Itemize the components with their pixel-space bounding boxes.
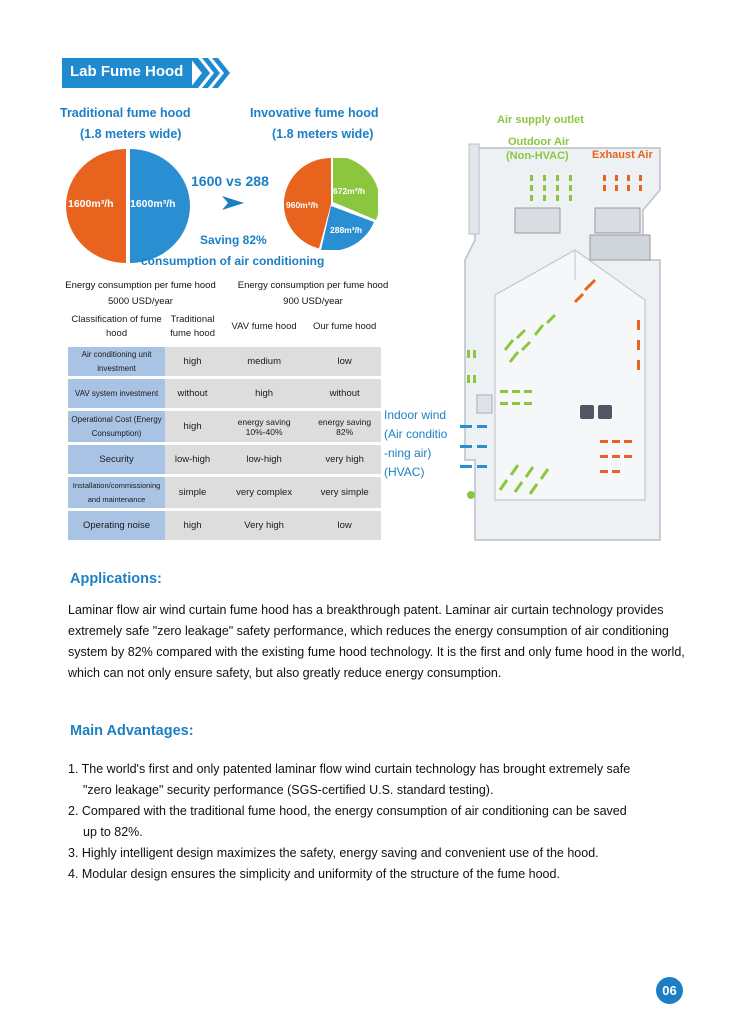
table-cell: low bbox=[308, 508, 381, 540]
table-cell: very simple bbox=[308, 474, 381, 508]
energy-innovative-label: Energy consumption per fume hood bbox=[237, 280, 389, 291]
applications-heading: Applications: bbox=[70, 571, 162, 587]
banner-title: Lab Fume Hood bbox=[70, 63, 184, 80]
table-cell: high bbox=[165, 344, 220, 376]
page-number: 06 bbox=[656, 977, 683, 1004]
advantages-heading: Main Advantages: bbox=[70, 723, 194, 739]
table-cell: without bbox=[165, 376, 220, 408]
table-header: VAV fume hood bbox=[220, 310, 308, 344]
table-header-row bbox=[68, 310, 381, 344]
row-label: VAV system investment bbox=[68, 376, 165, 408]
table-cell: low-high bbox=[220, 442, 308, 474]
energy-traditional-value: 5000 USD/year bbox=[108, 296, 173, 307]
traditional-right-label: 1600m³/h bbox=[130, 198, 176, 210]
table-cell: low bbox=[308, 344, 381, 376]
indoor-wind-line: Indoor wind bbox=[384, 408, 447, 422]
air-supply-label: Air supply outlet bbox=[497, 114, 584, 126]
banner-stripes-icon bbox=[190, 58, 230, 88]
exhaust-air-label: Exhaust Air bbox=[592, 149, 653, 161]
consumption-text: consumption of air conditioning bbox=[141, 254, 325, 268]
table-cell: energy saving 10%-40% bbox=[220, 408, 308, 442]
traditional-left-label: 1600m³/h bbox=[68, 198, 114, 210]
applications-text: Laminar flow air wind curtain fume hood has a breakthrough patent. Laminar air curtain technology provides extremely safe "zero leakage" safety performance, which reduces the energy consumption of air conditioning system by 82% compared with the existing fume hood technology. It is the first and only fume hood in the world, which can not only ensure safety, but also greatly reduce energy consumption. bbox=[68, 603, 685, 680]
fan-right bbox=[595, 208, 640, 233]
row-label: Air conditioning unit investment bbox=[68, 344, 165, 376]
advantages-list bbox=[68, 759, 693, 885]
table-cell: Very high bbox=[220, 508, 308, 540]
table-cell: without bbox=[308, 376, 381, 408]
fan-left bbox=[515, 208, 560, 233]
row-label: Operating noise bbox=[68, 508, 165, 540]
indoor-wind-line: (HVAC) bbox=[384, 465, 425, 479]
list-item: 4. Modular design ensures the simplicity and uniformity of the structure of the fume hood. bbox=[68, 867, 560, 881]
list-item: "zero leakage" security performance (SGS-certified U.S. standard testing). bbox=[83, 783, 494, 797]
table-row bbox=[68, 474, 381, 508]
list-item: 3. Highly intelligent design maximizes the safety, energy saving and convenient use of the hood. bbox=[68, 846, 599, 860]
energy-traditional-label: Energy consumption per fume hood bbox=[65, 280, 216, 291]
energy-traditional bbox=[58, 278, 223, 310]
table-cell: high bbox=[165, 408, 220, 442]
table-cell: energy saving 82% bbox=[308, 408, 381, 442]
list-item: up to 82%. bbox=[83, 825, 143, 839]
list-item: 1. The world's first and only patented laminar flow wind curtain technology has brought extremely safe bbox=[68, 762, 631, 776]
table-row bbox=[68, 408, 381, 442]
table-cell: medium bbox=[220, 344, 308, 376]
innovative-orange-label: 960m³/h bbox=[286, 200, 319, 210]
energy-innovative-value: 900 USD/year bbox=[283, 296, 343, 307]
innovative-title: Invovative fume hood bbox=[250, 106, 379, 120]
table-header: Classification of fume hood bbox=[68, 310, 165, 344]
exhaust-box bbox=[590, 235, 650, 260]
row-label: Security bbox=[68, 442, 165, 474]
table-header: Our fume hood bbox=[308, 310, 381, 344]
innovative-blue-label: 288m³/h bbox=[330, 225, 363, 235]
table-row bbox=[68, 376, 381, 408]
table-cell: low-high bbox=[165, 442, 220, 474]
table-header: Traditional fume hood bbox=[165, 310, 220, 344]
saving-text: Saving 82% bbox=[200, 233, 267, 247]
arrow-right-icon bbox=[222, 196, 244, 210]
table-cell: high bbox=[165, 508, 220, 540]
innovative-width: (1.8 meters wide) bbox=[272, 127, 374, 141]
section-banner bbox=[62, 58, 230, 88]
traditional-title: Traditional fume hood bbox=[60, 106, 191, 120]
vs-text: 1600 vs 288 bbox=[191, 173, 269, 189]
innovative-green-label: 672m³/h bbox=[333, 186, 366, 196]
list-item: 2. Compared with the traditional fume hood, the energy consumption of air conditioning can be saved bbox=[68, 804, 627, 818]
row-label: Installation/commissioning and maintenance bbox=[68, 474, 165, 508]
table-row bbox=[68, 344, 381, 376]
traditional-width: (1.8 meters wide) bbox=[80, 127, 182, 141]
indoor-wind-line: (Air conditio bbox=[384, 427, 448, 441]
indoor-wind-label bbox=[384, 406, 447, 482]
comparison-table bbox=[68, 310, 381, 540]
table-cell: very high bbox=[308, 442, 381, 474]
table-cell: simple bbox=[165, 474, 220, 508]
table-row bbox=[68, 442, 381, 474]
table-row bbox=[68, 508, 381, 540]
energy-innovative bbox=[228, 278, 398, 310]
fume-hood-diagram bbox=[455, 140, 670, 545]
indoor-wind-line: -ning air) bbox=[384, 446, 432, 460]
table-cell: high bbox=[220, 376, 308, 408]
outdoor-air-label: Outdoor Air bbox=[508, 136, 570, 148]
table-cell: very complex bbox=[220, 474, 308, 508]
non-hvac-label: (Non-HVAC) bbox=[506, 150, 569, 162]
row-label: Operational Cost (Energy Consumption) bbox=[68, 408, 165, 442]
